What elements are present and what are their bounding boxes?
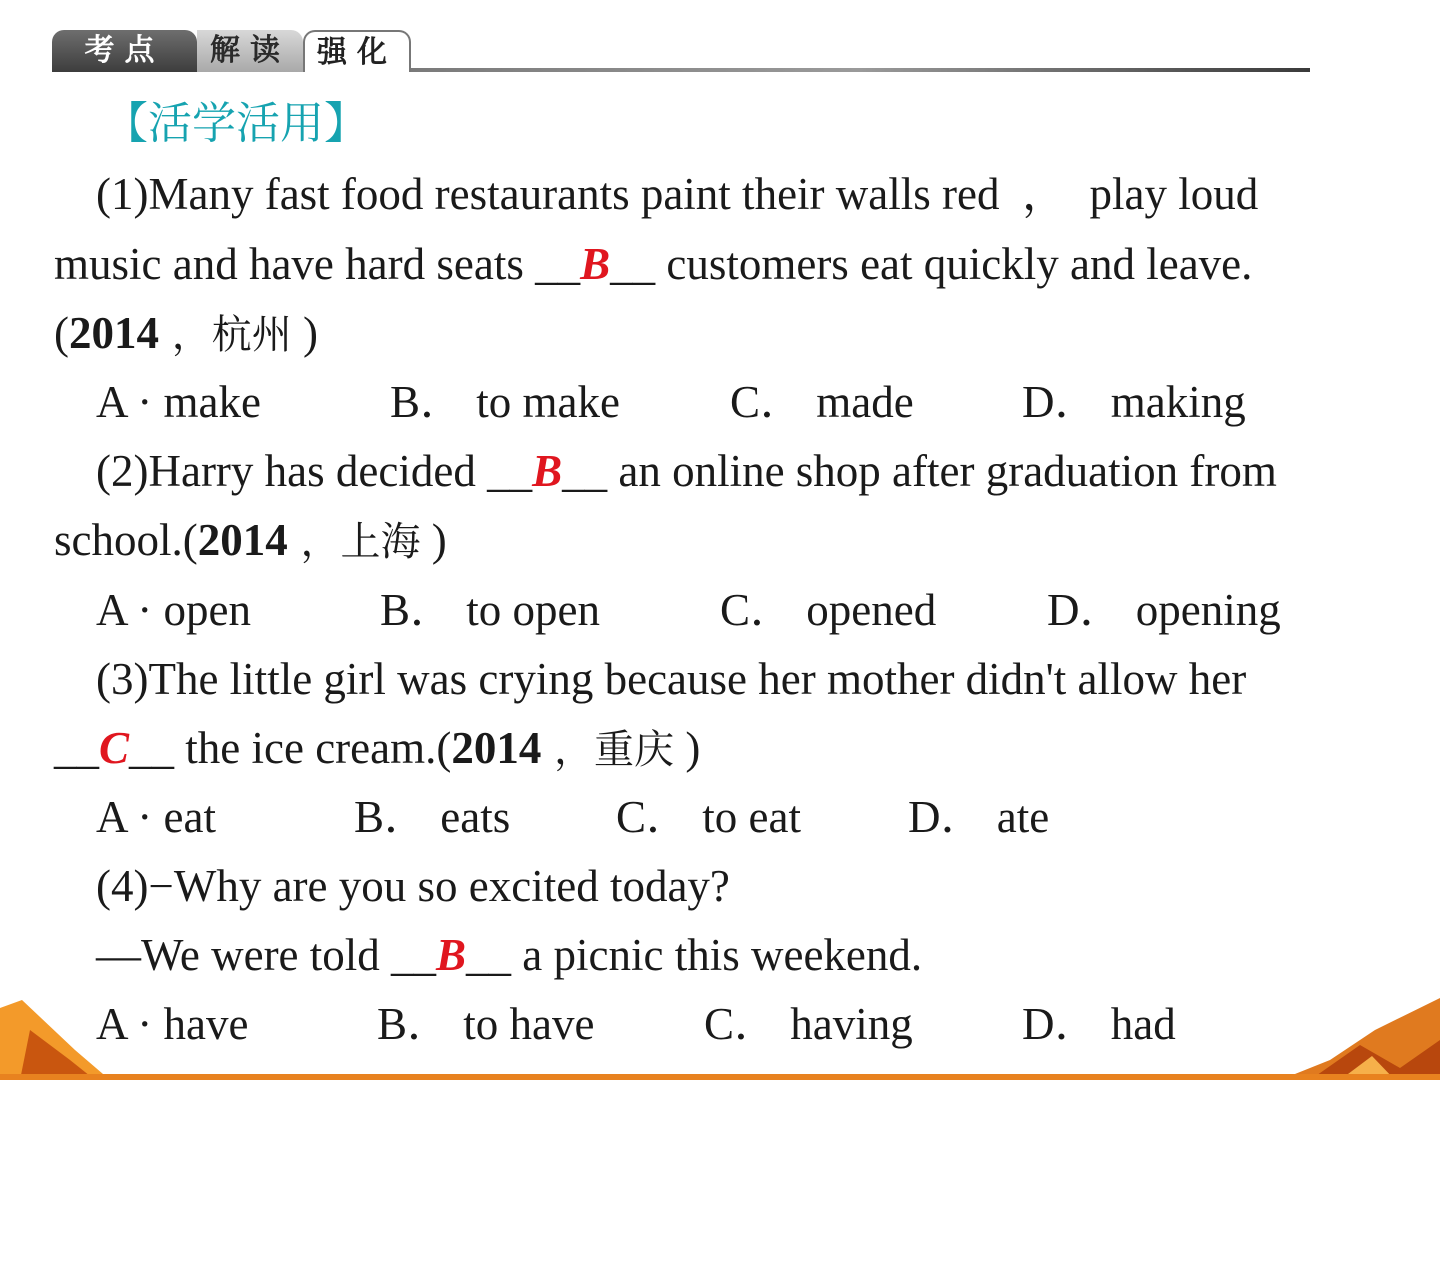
q2-text-post: __ an online shop after graduation from: [562, 446, 1277, 496]
q3-stem-line2: [54, 720, 700, 778]
q1-text-post: __ customers eat quickly and leave.: [610, 239, 1253, 289]
q1-options: [96, 374, 1296, 430]
q3-text-pre: __: [54, 723, 99, 773]
q4-option-c: C． having: [704, 999, 913, 1049]
q3-option-d: D． ate: [908, 792, 1050, 842]
q2-stem-line1: [96, 443, 1277, 499]
q1-option-a: A · make: [96, 377, 261, 427]
q2-source-place: ，上海: [287, 519, 421, 565]
q4-answer: B: [436, 930, 467, 980]
q3-source-year: 2014: [451, 723, 542, 773]
q3-option-a: A · eat: [96, 792, 216, 842]
q2-stem-line2: [54, 512, 447, 570]
q4-stem-line2: [96, 927, 922, 983]
q1-stem-line1: (1)Many fast food restaurants paint their walls red ， play loud: [96, 169, 1259, 219]
q3-answer: C: [99, 723, 130, 773]
q3-options: [96, 789, 1196, 845]
q2-answer: B: [532, 446, 563, 496]
q1-answer: B: [580, 239, 611, 289]
q2-option-d: D． opening: [1047, 585, 1281, 635]
q2-text-school: school.(: [54, 515, 198, 565]
q1-option-c: C． made: [730, 377, 914, 427]
q1-source-year: 2014: [69, 308, 159, 358]
bottom-rule: [0, 1074, 1440, 1080]
q1-option-b: B． to make: [390, 377, 620, 427]
q4-text-post: __ a picnic this weekend.: [466, 930, 923, 980]
q3-option-b: B． eats: [354, 792, 511, 842]
tab-kaodian: 考点: [52, 30, 197, 72]
q4-text-pre: —We were told __: [96, 930, 437, 980]
q1-stem-line2: [54, 236, 1252, 292]
q4-option-a: A · have: [96, 999, 249, 1049]
q2-source-year: 2014: [197, 515, 288, 565]
q2-option-b: B． to open: [380, 585, 600, 635]
q3-option-c: C． to eat: [616, 792, 801, 842]
header-rule: [409, 68, 1310, 72]
q1-source-place: ，杭州: [159, 312, 292, 358]
q2-option-c: C． opened: [720, 585, 937, 635]
q1-source-open: (: [54, 308, 69, 358]
q1-source: [54, 305, 318, 363]
q4-stem-line1: (4)−Why are you so excited today?: [96, 861, 730, 911]
q2-options: [96, 582, 1346, 638]
q3-source-close: ): [674, 723, 701, 773]
q1-text-pre: music and have hard seats __: [54, 239, 581, 289]
q3-stem-line1: (3)The little girl was crying because her mother didn't allow her: [96, 654, 1247, 704]
q4-option-d: D． had: [1022, 999, 1176, 1049]
header-tabs: [52, 30, 1310, 74]
q1-source-close: ): [291, 308, 318, 358]
q3-source-place: ，重庆: [541, 727, 675, 773]
q2-source-close: ): [420, 515, 447, 565]
tab-qianghua: 强化: [303, 30, 411, 72]
section-title: 【活学活用】: [104, 98, 368, 149]
bottom-mountain-decoration: [0, 990, 1440, 1080]
tab-jiedu: 解读: [197, 30, 303, 72]
q2-option-a: A · open: [96, 585, 251, 635]
q4-option-b: B． to have: [377, 999, 595, 1049]
q3-text-post: __ the ice cream.(: [129, 723, 452, 773]
q2-text-pre: (2)Harry has decided __: [96, 446, 533, 496]
q1-option-d: D． making: [1022, 377, 1246, 427]
